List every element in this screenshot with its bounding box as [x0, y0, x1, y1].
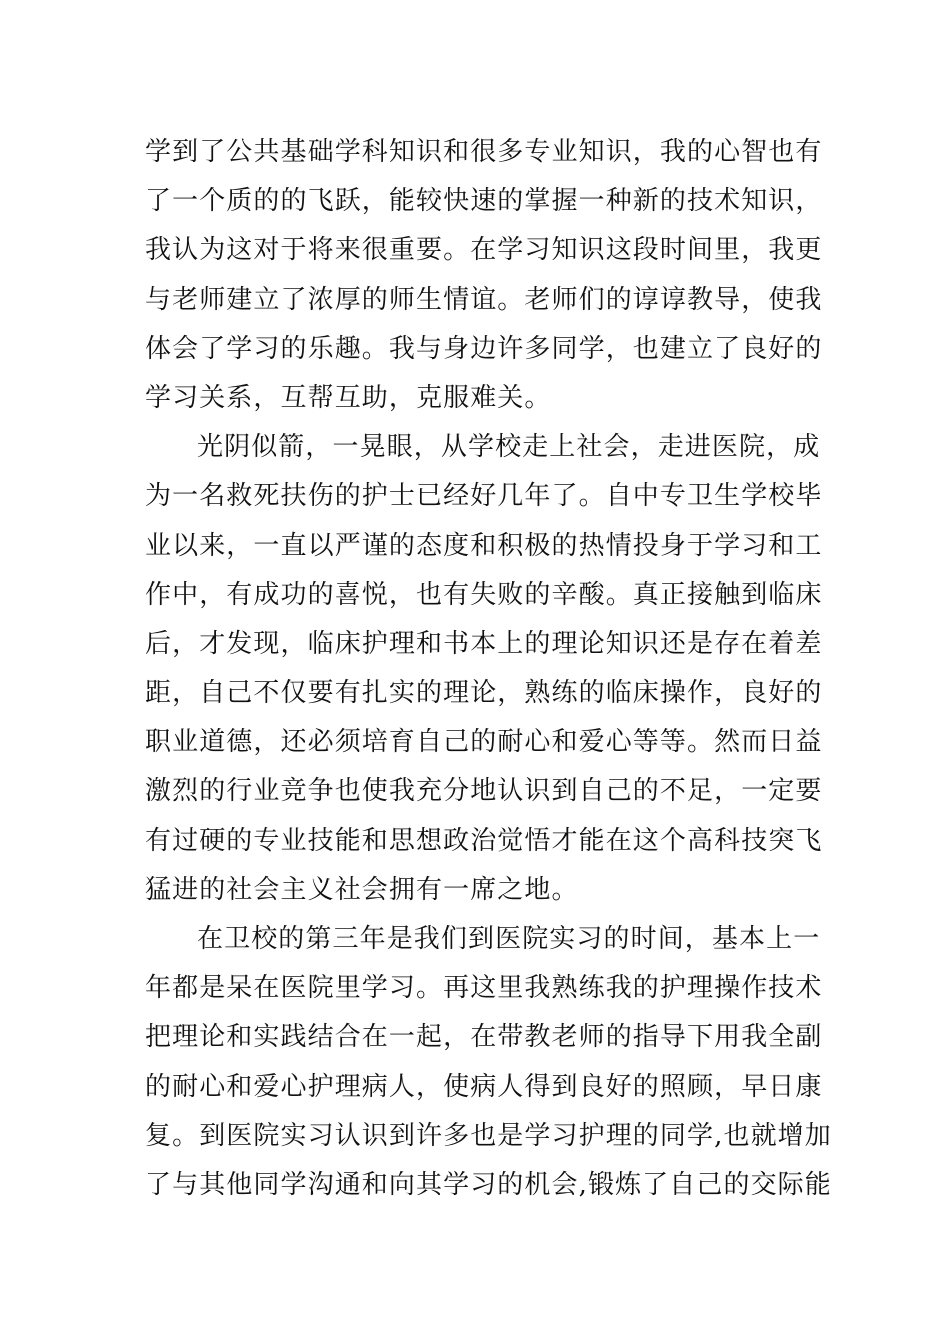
text-line: 学习关系，互帮互助，克服难关。 — [145, 382, 552, 413]
text-line: 年都是呆在医院里学习。再这里我熟练我的护理操作技术 — [145, 973, 823, 1004]
text-line: 在卫校的第三年是我们到医院实习的时间，基本上一 — [197, 924, 821, 954]
text-line: 把理论和实践结合在一起，在带教老师的指导下用我全副 — [145, 1022, 823, 1053]
text-line: 与老师建立了浓厚的师生情谊。老师们的谆谆教导，使我 — [145, 284, 823, 315]
text-line: 我认为这对于将来很重要。在学习知识这段时间里，我更 — [145, 235, 823, 266]
text-line: 为一名救死扶伤的护士已经好几年了。自中专卫生学校毕 — [145, 481, 823, 512]
text-line: 职业道德，还必须培育自己的耐心和爱心等等。然而日益 — [145, 727, 823, 758]
paragraph-2 — [145, 423, 823, 915]
text-line: 有过硬的专业技能和思想政治觉悟才能在这个高科技突飞 — [145, 825, 823, 856]
text-line: 作中，有成功的喜悦，也有失败的辛酸。真正接触到临床 — [145, 579, 823, 610]
text-line: 的耐心和爱心护理病人，使病人得到良好的照顾，早日康 — [145, 1071, 823, 1102]
text-line: 激烈的行业竞争也使我充分地认识到自己的不足，一定要 — [145, 776, 823, 807]
paragraph-1 — [145, 128, 823, 423]
text-line: 了一个质的的飞跃，能较快速的掌握一种新的技术知识， — [145, 186, 823, 217]
paragraph-3 — [145, 915, 832, 1210]
text-line: 距，自己不仅要有扎实的理论，熟练的临床操作，良好的 — [145, 678, 823, 709]
text-line: 了与其他同学沟通和向其学习的机会,锻炼了自己的交际能 — [145, 1169, 832, 1200]
text-line: 光阴似箭，一晃眼，从学校走上社会，走进医院，成 — [197, 432, 821, 463]
text-line: 后，才发现，临床护理和书本上的理论知识还是存在着差 — [145, 628, 823, 659]
text-line: 猛进的社会主义社会拥有一席之地。 — [145, 874, 579, 905]
text-line: 学到了公共基础学科知识和很多专业知识，我的心智也有 — [145, 137, 823, 167]
text-line: 体会了学习的乐趣。我与身边许多同学，也建立了良好的 — [145, 333, 823, 364]
text-line: 业以来，一直以严谨的态度和积极的热情投身于学习和工 — [145, 530, 823, 561]
text-line: 复。到医院实习认识到许多也是学习护理的同学,也就增加 — [145, 1120, 832, 1151]
document-body — [145, 128, 832, 1210]
